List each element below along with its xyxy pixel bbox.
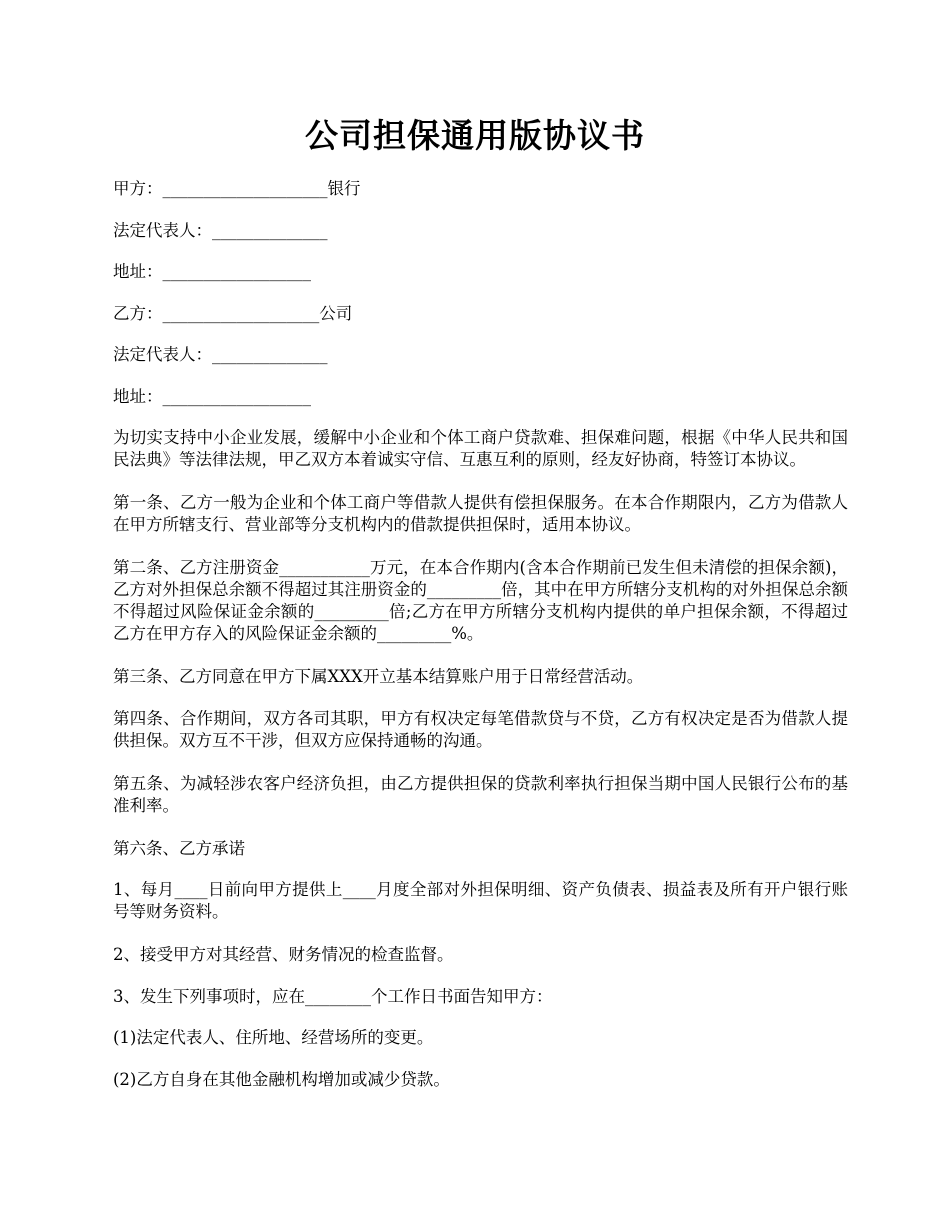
- party-a-address: 地址：__________________: [113, 262, 311, 281]
- sub-item-1: (1)法定代表人、住所地、经营场所的变更。: [113, 1028, 434, 1047]
- party-b-address: 地址：__________________: [113, 386, 311, 406]
- article-3: 第三条、乙方同意在甲方下属XXX开立基本结算账户用于日常经营活动。: [113, 667, 644, 686]
- document-body: [113, 178, 848, 1110]
- document-title: 公司担保通用版协议书: [305, 116, 645, 155]
- party-b-line: 乙方：___________________公司: [113, 303, 353, 323]
- preamble-paragraph: 为切实支持中小企业发展，缓解中小企业和个体工商户贷款难、担保难问题，根据《中华人民共和国民法典》等法律法规，甲乙双方本着诚实守信、互惠互利的原则，经友好协商，特签订本协议。: [113, 428, 848, 469]
- party-b-representative: 法定代表人：______________: [113, 345, 328, 364]
- party-a-representative: 法定代表人：______________: [113, 220, 328, 240]
- commitment-item-2: 2、接受甲方对其经营、财务情况的检查监督。: [113, 945, 454, 964]
- article-5: 第五条、为减轻涉农客户经济负担，由乙方提供担保的贷款利率执行担保当期中国人民银行公布的基准利率。: [113, 773, 848, 815]
- commitment-item-1: 1、每月____日前向甲方提供上____月度全部对外担保明细、资产负债表、损益表及所有开户银行账号等财务资料。: [113, 880, 848, 921]
- article-2: 第二条、乙方注册资金___________万元，在本合作期内(含本合作期前已发生但未清偿的担保余额)，乙方对外担保总余额不得超过其注册资金的_________倍，其中在甲方所辖分支机构的对外担保总余额不得超过风险保证金余额的_________倍;乙方在甲方所辖分支机构内提供的单户担保余额，不得超过乙方在甲方存入的风险保证金余额的_________%。: [113, 558, 848, 643]
- article-6-heading: 第六条、乙方承诺: [113, 838, 245, 858]
- article-4: 第四条、合作期间，双方各司其职，甲方有权决定每笔借款贷与不贷，乙方有权决定是否为借款人提供担保。双方互不干涉，但双方应保持通畅的沟通。: [113, 708, 848, 750]
- article-1: 第一条、乙方一般为企业和个体工商户等借款人提供有偿担保服务。在本合作期限内，乙方为借款人在甲方所辖支行、营业部等分支机构内的借款提供担保时，适用本协议。: [113, 493, 848, 534]
- sub-item-2: (2)乙方自身在其他金融机构增加或减少贷款。: [113, 1069, 450, 1089]
- party-a-line: 甲方：____________________银行: [113, 179, 361, 198]
- commitment-item-3: 3、发生下列事项时，应在________个工作日书面告知甲方：: [113, 986, 553, 1006]
